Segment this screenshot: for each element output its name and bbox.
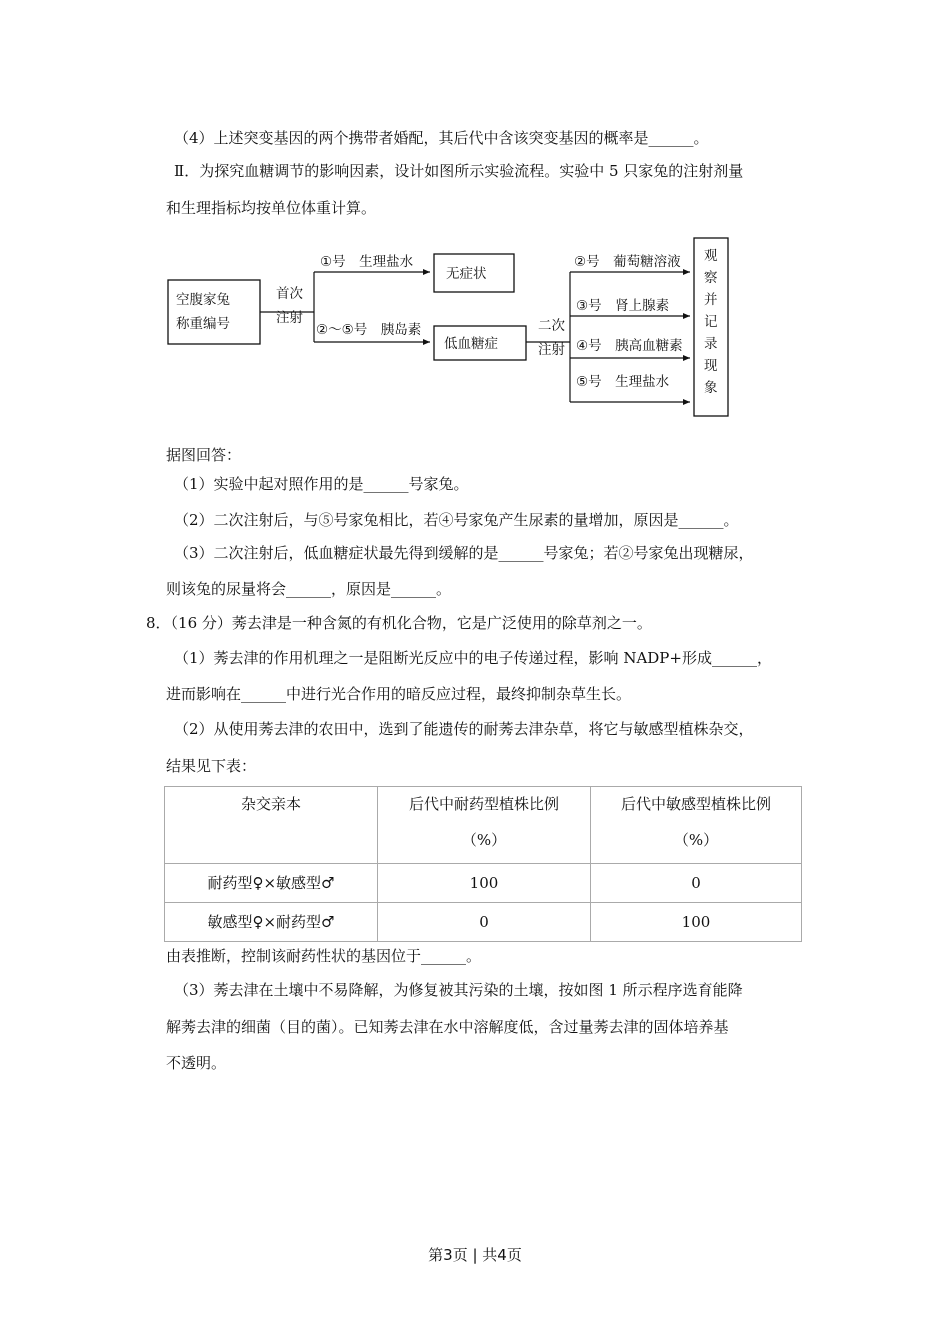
table-cell: 100 xyxy=(591,903,802,942)
start-label-1: 空腹家兔 xyxy=(176,292,230,308)
sub-branch-5: ⑤号 生理盐水 xyxy=(576,374,670,390)
table-header-cell: 后代中耐药型植株比例 （%） xyxy=(378,787,591,864)
first-injection-label-2: 注射 xyxy=(276,310,303,326)
observe-char-5: 录 xyxy=(704,336,718,352)
experiment-flow-diagram xyxy=(160,232,740,424)
q8-part1-line: （1）莠去津的作用机理之一是阻断光反应中的电子传递过程，影响 NADP+形成______， xyxy=(174,649,772,667)
table-cell: 0 xyxy=(591,864,802,903)
sub-branch-4: ④号 胰高血糖素 xyxy=(576,338,683,354)
sub-branch-2: ②号 葡萄糖溶液 xyxy=(574,254,681,270)
table-header-cell: 杂交亲本 xyxy=(165,787,378,864)
question-4-line: （4）上述突变基因的两个携带者婚配，其后代中含该突变基因的概率是______。 xyxy=(174,129,709,147)
answer-prompt: 据图回答： xyxy=(166,446,242,464)
table-header-cell: 后代中敏感型植株比例 （%） xyxy=(591,787,802,864)
q8-part2-line-cont: 结果见下表： xyxy=(166,757,257,775)
table-row xyxy=(165,903,802,942)
question-1-line: （1）实验中起对照作用的是______号家兔。 xyxy=(174,475,469,493)
q8-part3-line-end: 不透明。 xyxy=(166,1054,227,1072)
cross-result-table xyxy=(164,786,802,942)
observe-char-4: 记 xyxy=(704,314,718,330)
q8-part3-line: （3）莠去津在土壤中不易降解，为修复被其污染的土壤，按如图 1 所示程序选育能降 xyxy=(174,981,743,999)
table-cell: 敏感型♀×耐药型♂ xyxy=(165,903,378,942)
observe-char-2: 察 xyxy=(704,270,718,286)
page-footer: 第3页 | 共4页 xyxy=(428,1246,522,1264)
question-3-line-cont: 则该兔的尿量将会______，原因是______。 xyxy=(166,580,452,598)
first-injection-label-1: 首次 xyxy=(276,286,303,302)
second-injection-label-1: 二次 xyxy=(538,318,565,334)
table-cell: 0 xyxy=(378,903,591,942)
sub-branch-3: ③号 肾上腺素 xyxy=(576,298,670,314)
question-8-title: 8．（16 分）莠去津是一种含氮的有机化合物，它是广泛使用的除草剂之一。 xyxy=(146,614,652,632)
table-cell: 100 xyxy=(378,864,591,903)
observe-char-1: 观 xyxy=(704,248,718,264)
observe-char-3: 并 xyxy=(704,292,718,308)
start-box xyxy=(168,280,260,344)
observe-char-6: 现 xyxy=(704,358,718,374)
q8-part1-line-cont: 进而影响在______中进行光合作用的暗反应过程，最终抑制杂草生长。 xyxy=(166,685,632,703)
observe-char-7: 象 xyxy=(704,380,718,396)
branch1-label: ①号 生理盐水 xyxy=(320,254,414,270)
second-injection-label-2: 注射 xyxy=(538,342,565,358)
q8-part2-line: （2）从使用莠去津的农田中，选到了能遗传的耐莠去津杂草，将它与敏感型植株杂交， xyxy=(174,720,754,738)
table-header-row xyxy=(165,787,802,864)
no-symptom-label: 无症状 xyxy=(446,266,487,282)
question-2-line: （2）二次注射后，与⑤号家兔相比，若④号家兔产生尿素的量增加，原因是______。 xyxy=(174,511,739,529)
hypoglycemia-label: 低血糖症 xyxy=(444,336,498,352)
section-2-intro-cont: 和生理指标均按单位体重计算。 xyxy=(166,199,377,217)
table-conclusion-line: 由表推断，控制该耐药性状的基因位于______。 xyxy=(166,947,482,965)
q8-part3-line-cont: 解莠去津的细菌（目的菌）。已知莠去津在水中溶解度低，含过量莠去津的固体培养基 xyxy=(166,1018,729,1036)
table-row xyxy=(165,864,802,903)
question-3-line: （3）二次注射后，低血糖症状最先得到缓解的是______号家兔；若②号家兔出现糖尿， xyxy=(174,544,754,562)
branch2-label: ②～⑤号 胰岛素 xyxy=(316,322,422,338)
table-cell: 耐药型♀×敏感型♂ xyxy=(165,864,378,903)
start-label-2: 称重编号 xyxy=(176,316,230,332)
section-2-intro: Ⅱ．为探究血糖调节的影响因素，设计如图所示实验流程。实验中 5 只家兔的注射剂量 xyxy=(174,162,744,180)
